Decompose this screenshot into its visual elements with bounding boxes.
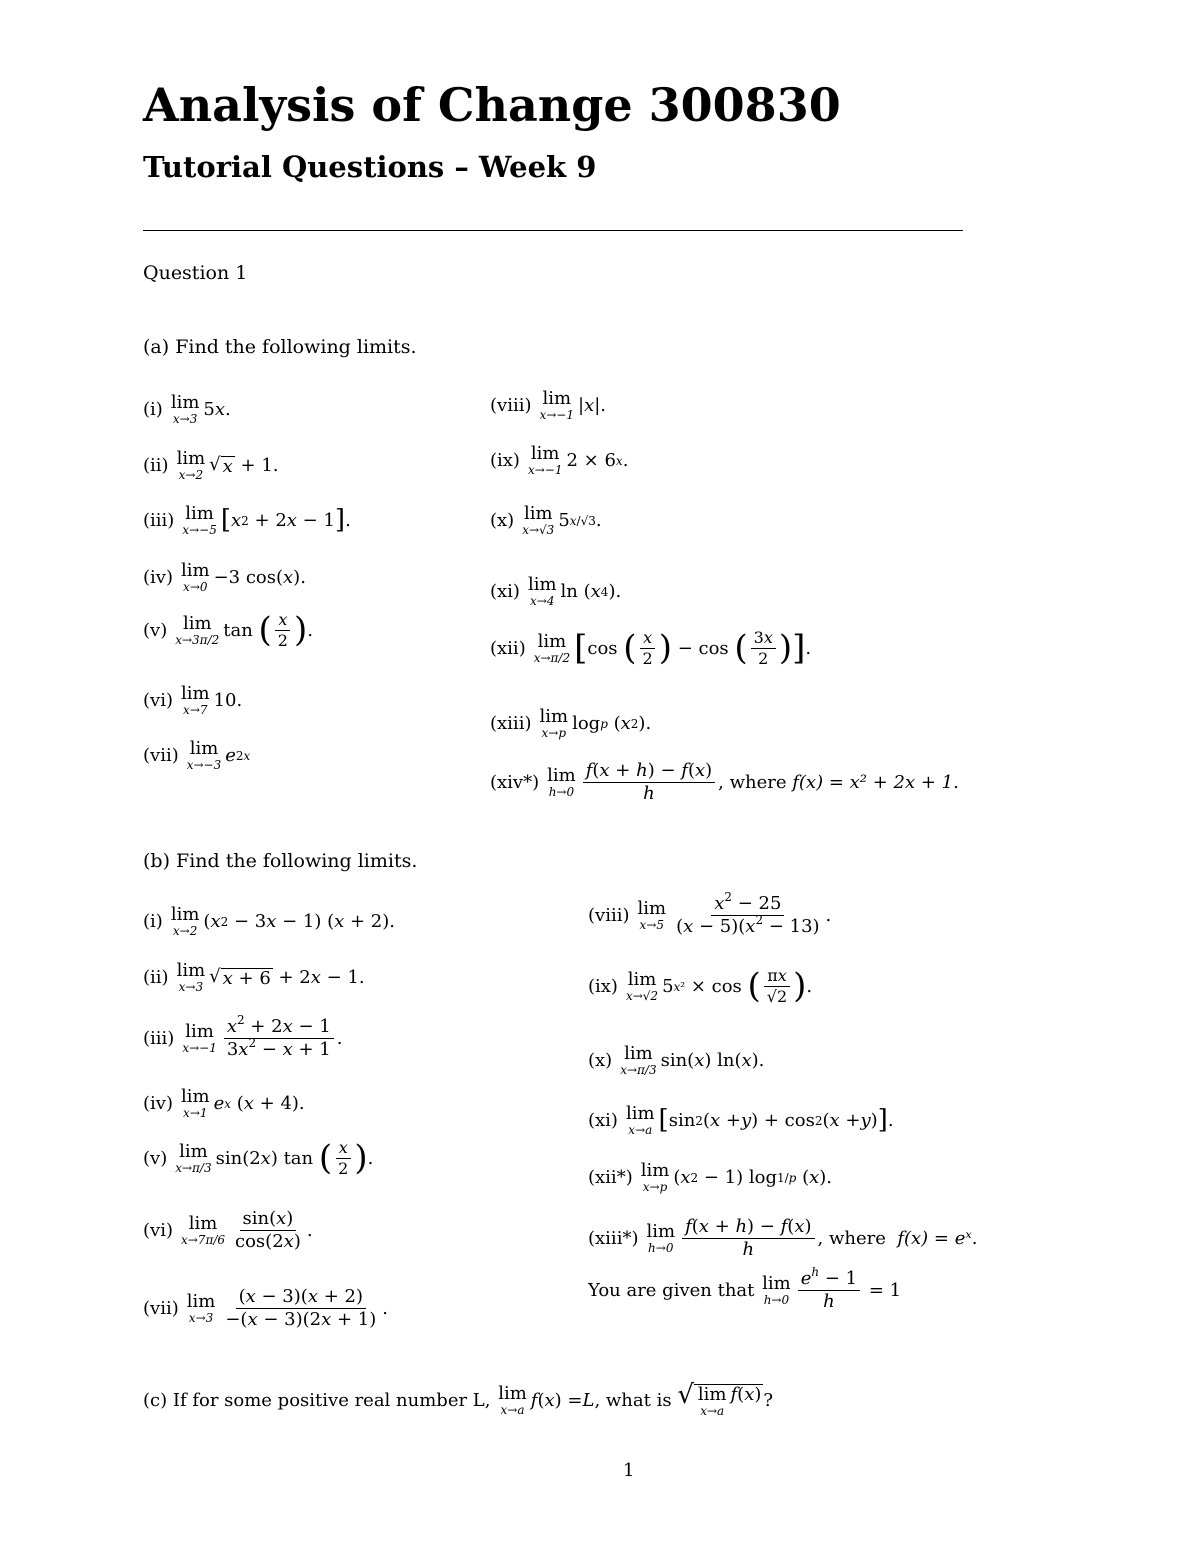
math-expression: lim x→π/3 sin(2 x ) tan ( $\frac{x}{2}$ ) . — [175, 1138, 374, 1179]
part-b-item-11 — [588, 1105, 894, 1136]
part-a-item-3 — [143, 505, 351, 536]
part-b-item-7 — [143, 1288, 388, 1329]
item-label: (x) — [490, 509, 515, 531]
part-b-item-12 — [588, 1162, 832, 1193]
math-expression: lim x→3 5 x . — [170, 392, 231, 426]
math-expression: lim x→π/3 sin( x ) ln( x ). — [620, 1043, 765, 1077]
math-expression: lim x→3π/2 tan ( $\frac{x}{2}$ ) . — [175, 610, 313, 651]
where-function: f(x) = eˣ. — [897, 1227, 978, 1249]
math-expression: lim x→p log p ( x 2 ). — [539, 706, 652, 740]
part-b-item-10 — [588, 1045, 764, 1076]
horizontal-rule — [143, 230, 963, 231]
item-label: (v) — [143, 1147, 168, 1169]
part-c — [143, 1380, 774, 1418]
math-expression: lim h→0 $\frac{f(x + h) - f(x)}{h}$ — [545, 762, 718, 803]
part-a-item-9 — [490, 445, 628, 476]
part-a-prompt: (a) Find the following limits. — [143, 336, 417, 358]
math-expression: lim x→−1 2 × 6 x . — [527, 443, 629, 477]
page-title: Analysis of Change 300830 — [143, 78, 841, 132]
math-expression: lim x→−1 | x |. — [539, 388, 607, 422]
math-expression: lim x→−3 e 2x — [186, 738, 251, 772]
math-expression: lim x→p ( x 2 − 1) log 1/p ( x ). — [640, 1160, 833, 1194]
item-label: (i) — [143, 398, 163, 420]
question-heading: Question 1 — [143, 262, 248, 284]
item-label: (x) — [588, 1049, 613, 1071]
part-a-item-5 — [143, 612, 313, 649]
item-label: (viii) — [490, 394, 532, 416]
part-a-item-14 — [490, 762, 959, 803]
part-b-given — [588, 1265, 902, 1312]
where-text: , where — [817, 1227, 886, 1249]
part-a-item-6 — [143, 685, 242, 716]
math-expression: lim x→−1 $\frac{x^2 + 2x - 1}{3x^2 - x + 1}$ . — [182, 1013, 343, 1060]
item-label: (xi) — [490, 580, 520, 602]
math-expression: lim x→7 10. — [180, 683, 243, 717]
item-label: (i) — [143, 910, 163, 932]
where-text: , where — [718, 771, 787, 793]
part-c-middle: what is — [605, 1389, 672, 1411]
item-label: (ii) — [143, 966, 169, 988]
math-expression: lim x→4 ln ( x 4 ). — [527, 574, 622, 608]
item-label: (vi) — [143, 689, 173, 711]
item-label: (iii) — [143, 509, 175, 531]
item-label: (ix) — [490, 449, 520, 471]
part-a-item-4 — [143, 562, 306, 593]
item-label: (ix) — [588, 975, 618, 997]
part-b-item-1 — [143, 906, 395, 937]
page-subtitle: Tutorial Questions – Week 9 — [143, 150, 597, 184]
part-b-prompt: (b) Find the following limits. — [143, 850, 418, 872]
item-label: (iv) — [143, 1092, 173, 1114]
math-expression: lim x→0 −3 cos( x ). — [180, 560, 306, 594]
item-label: (ii) — [143, 454, 169, 476]
math-expression: lim x→3 √ x + 6 + 2 x − 1. — [176, 960, 365, 994]
part-a-item-12 — [490, 630, 811, 667]
part-a-item-2 — [143, 450, 279, 481]
part-a-item-13 — [490, 708, 651, 739]
math-expression: lim x→3 $\frac{(x - 3)(x + 2)}{-(x - 3)(2x + 1)}$ . — [186, 1286, 388, 1330]
item-label: (xiv*) — [490, 771, 540, 793]
part-b-item-5 — [143, 1140, 373, 1177]
item-label: (xiii*) — [588, 1227, 639, 1249]
where-function: f(x) = x² + 2x + 1. — [792, 771, 959, 793]
part-c-prompt: (c) If for some positive real number L, — [143, 1389, 491, 1411]
part-b-item-3 — [143, 1013, 343, 1060]
math-expression: lim x→√3 5 x/√3 . — [522, 503, 602, 537]
part-a-item-11 — [490, 576, 621, 607]
math-expression: lim x→7π/6 $\frac{\sin(x)}{\cos(2x)}$ . — [180, 1208, 313, 1252]
math-expression: lim x→a f ( x ) = L , — [498, 1383, 606, 1417]
math-expression: lim x→π/2 [ cos ( $\frac{x}{2}$ ) − cos ( $\frac{3x}{2}$ ) ] . — [533, 628, 812, 669]
part-b-item-6 — [143, 1210, 313, 1251]
part-a-item-8 — [490, 390, 606, 421]
item-label: (iii) — [143, 1027, 175, 1049]
math-expression: lim x→√2 5 x² × cos ( $\frac{\pi x}{√2}$ ) . — [625, 966, 813, 1007]
part-a-item-10 — [490, 505, 602, 536]
part-b-item-9 — [588, 968, 812, 1005]
math-expression: √ lim x→a f(x) ? — [677, 1380, 774, 1418]
item-label: (xiii) — [490, 712, 532, 734]
part-a-item-1 — [143, 394, 231, 425]
math-expression: lim x→5 $\frac{x^2 - 25}{(x - 5)(x^2 - 13)}$ . — [637, 890, 832, 937]
math-expression: lim x→2 ( x 2 − 3 x − 1) ( x + 2). — [170, 904, 396, 938]
item-label: (vii) — [143, 1297, 179, 1319]
page-number: 1 — [623, 1460, 635, 1481]
part-a-item-7 — [143, 740, 250, 771]
math-expression: lim h→0 $\frac{e^h - 1}{h}$ = 1 — [762, 1265, 902, 1312]
item-label: (xii*) — [588, 1166, 633, 1188]
given-text: You are given that — [588, 1279, 755, 1301]
part-b-item-2 — [143, 962, 365, 993]
item-label: (xii) — [490, 637, 526, 659]
math-expression: lim x→−5 [ x 2 + 2 x − 1 ] . — [182, 503, 351, 537]
math-expression: lim x→a [ sin 2 ( x + y ) + cos 2 ( x + y ) ] . — [625, 1103, 894, 1137]
math-expression: lim x→1 e x ( x + 4). — [180, 1086, 305, 1120]
math-expression: lim h→0 $\frac{f(x + h) - f(x)}{h}$ — [644, 1218, 817, 1259]
item-label: (viii) — [588, 904, 630, 926]
part-b-item-8 — [588, 890, 832, 937]
part-b-item-4 — [143, 1088, 305, 1119]
item-label: (vi) — [143, 1219, 173, 1241]
part-b-item-13 — [588, 1218, 977, 1259]
item-label: (iv) — [143, 566, 173, 588]
item-label: (vii) — [143, 744, 179, 766]
item-label: (xi) — [588, 1109, 618, 1131]
item-label: (v) — [143, 619, 168, 641]
math-expression: lim x→2 √ x + 1. — [176, 448, 279, 482]
